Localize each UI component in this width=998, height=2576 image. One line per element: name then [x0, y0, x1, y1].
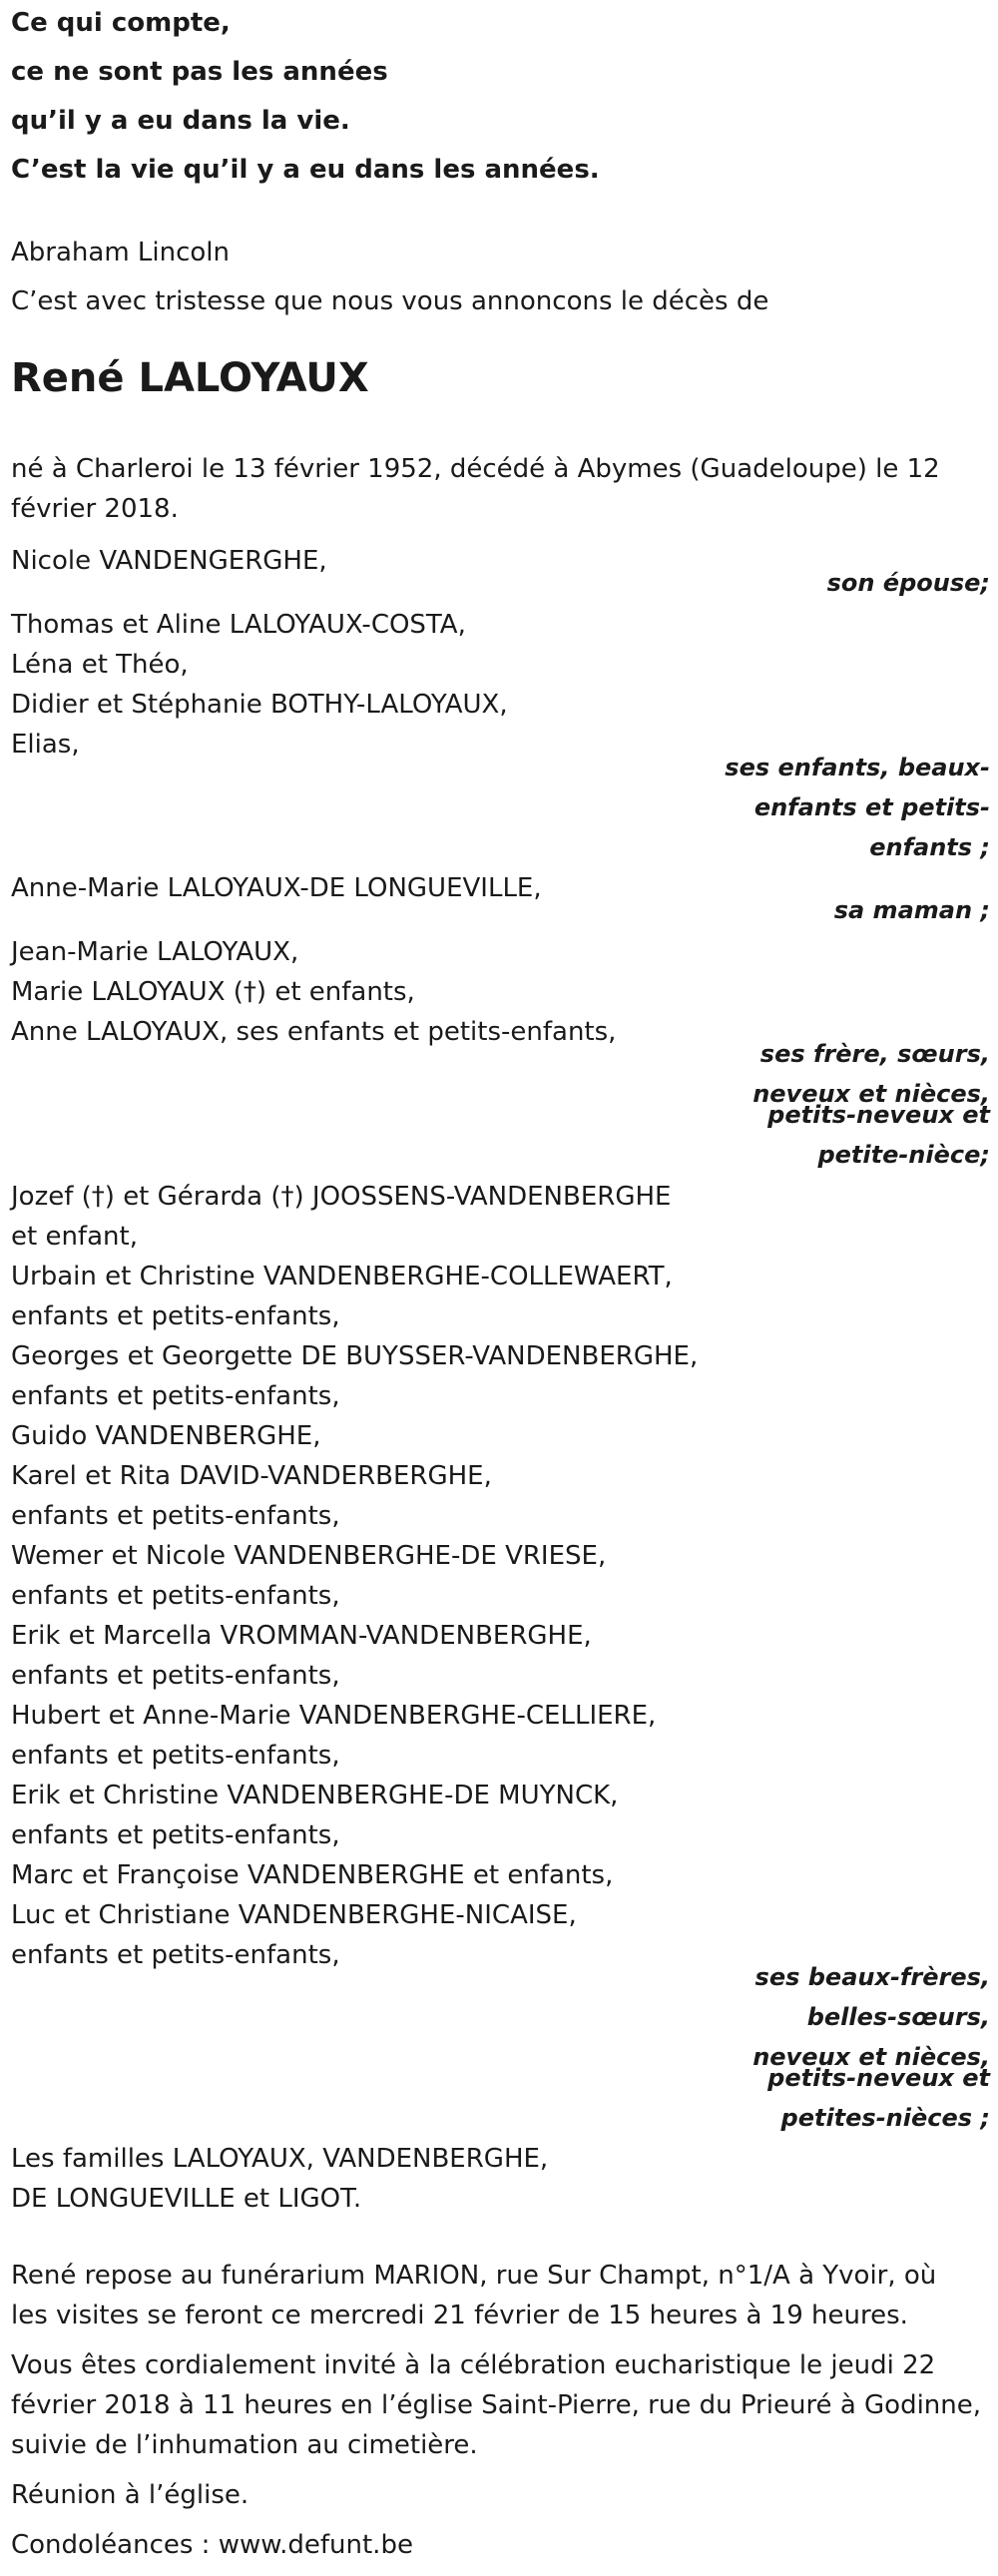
in-laws-role: neveux et nièces,: [752, 2043, 990, 2071]
in-law-line: enfants et petits-enfants,: [11, 1501, 340, 1531]
in-law-line: enfants et petits-enfants,: [11, 1940, 340, 1970]
birth-death-line: février 2018.: [11, 494, 179, 524]
in-law-line: enfants et petits-enfants,: [11, 1661, 340, 1691]
meeting-text: Réunion à l’église.: [11, 2480, 250, 2510]
in-law-line: enfants et petits-enfants,: [11, 1741, 340, 1771]
in-laws-role: belles-sœurs,: [806, 2003, 990, 2031]
funerarium-line: les visites se feront ce mercredi 21 février de 15 heures à 19 heures.: [11, 2301, 908, 2330]
ceremony-line: Vous êtes cordialement invité à la célébration eucharistique le jeudi 22: [11, 2350, 936, 2380]
children-name: Elias,: [11, 730, 80, 760]
quote-line: Ce qui compte,: [11, 8, 231, 38]
sibling-name: Marie LALOYAUX (†) et enfants,: [11, 977, 415, 1007]
ceremony-line: suivie de l’inhumation au cimetière.: [11, 2430, 478, 2460]
in-law-line: enfants et petits-enfants,: [11, 1301, 340, 1331]
families-line: DE LONGUEVILLE et LIGOT.: [11, 2184, 362, 2214]
in-law-line: enfants et petits-enfants,: [11, 1820, 340, 1850]
siblings-role: petits-neveux et: [767, 1101, 990, 1129]
in-law-line: Erik et Marcella VROMMAN-VANDENBERGHE,: [11, 1621, 592, 1651]
siblings-role: neveux et nièces,: [752, 1080, 990, 1108]
families-line: Les familles LALOYAUX, VANDENBERGHE,: [11, 2144, 549, 2174]
ceremony-line: février 2018 à 11 heures en l’église Saint-Pierre, rue du Prieuré à Godinne,: [11, 2390, 982, 2420]
in-law-line: Karel et Rita DAVID-VANDERBERGHE,: [11, 1461, 492, 1491]
deceased-name: René LALOYAUX: [11, 355, 369, 401]
quote-line: C’est la vie qu’il y a eu dans les années.: [11, 155, 600, 185]
children-role: ses enfants, beaux-: [725, 754, 990, 781]
in-law-line: Luc et Christiane VANDENBERGHE-NICAISE,: [11, 1900, 577, 1930]
in-law-line: Georges et Georgette DE BUYSSER-VANDENBERGHE,: [11, 1341, 699, 1371]
in-law-line: et enfant,: [11, 1222, 138, 1252]
quote-author: Abraham Lincoln: [11, 238, 231, 267]
spouse-name: Nicole VANDENGERGHE,: [11, 546, 327, 576]
children-name: Thomas et Aline LALOYAUX-COSTA,: [11, 610, 466, 640]
spouse-role: son épouse;: [826, 569, 990, 597]
in-laws-role: petites-nièces ;: [780, 2104, 990, 2132]
birth-death-line: né à Charleroi le 13 février 1952, décédé à Abymes (Guadeloupe) le 12: [11, 454, 940, 484]
in-law-line: Marc et Françoise VANDENBERGHE et enfants,: [11, 1860, 614, 1890]
in-laws-role: petits-neveux et: [767, 2064, 990, 2092]
funerarium-line: René repose au funérarium MARION, rue Sur Champt, n°1/A à Yvoir, où: [11, 2261, 937, 2291]
children-name: Léna et Théo,: [11, 650, 189, 680]
in-law-line: Wemer et Nicole VANDENBERGHE-DE VRIESE,: [11, 1541, 607, 1571]
sibling-name: Jean-Marie LALOYAUX,: [11, 937, 299, 967]
in-law-line: Hubert et Anne-Marie VANDENBERGHE-CELLIERE,: [11, 1701, 657, 1731]
condolences-text: Condoléances : www.defunt.be: [11, 2530, 413, 2560]
siblings-role: petite-nièce;: [817, 1141, 990, 1169]
children-role: enfants et petits-: [753, 793, 990, 821]
mother-role: sa maman ;: [833, 896, 990, 924]
announcement-text: C’est avec tristesse que nous vous annoncons le décès de: [11, 286, 769, 316]
in-law-line: enfants et petits-enfants,: [11, 1581, 340, 1611]
in-law-line: Erik et Christine VANDENBERGHE-DE MUYNCK,: [11, 1781, 619, 1810]
in-law-line: Urbain et Christine VANDENBERGHE-COLLEWAERT,: [11, 1262, 673, 1291]
sibling-name: Anne LALOYAUX, ses enfants et petits-enfants,: [11, 1017, 617, 1047]
in-law-line: enfants et petits-enfants,: [11, 1381, 340, 1411]
in-law-line: Jozef (†) et Gérarda (†) JOOSSENS-VANDENBERGHE: [11, 1182, 672, 1212]
children-role: enfants ;: [869, 833, 990, 861]
in-laws-role: ses beaux-frères,: [754, 1963, 990, 1991]
mother-name: Anne-Marie LALOYAUX-DE LONGUEVILLE,: [11, 873, 542, 903]
siblings-role: ses frère, sœurs,: [759, 1040, 990, 1068]
quote-line: qu’il y a eu dans la vie.: [11, 106, 350, 136]
in-law-line: Guido VANDENBERGHE,: [11, 1421, 321, 1451]
quote-line: ce ne sont pas les années: [11, 57, 388, 87]
children-name: Didier et Stéphanie BOTHY-LALOYAUX,: [11, 690, 508, 720]
